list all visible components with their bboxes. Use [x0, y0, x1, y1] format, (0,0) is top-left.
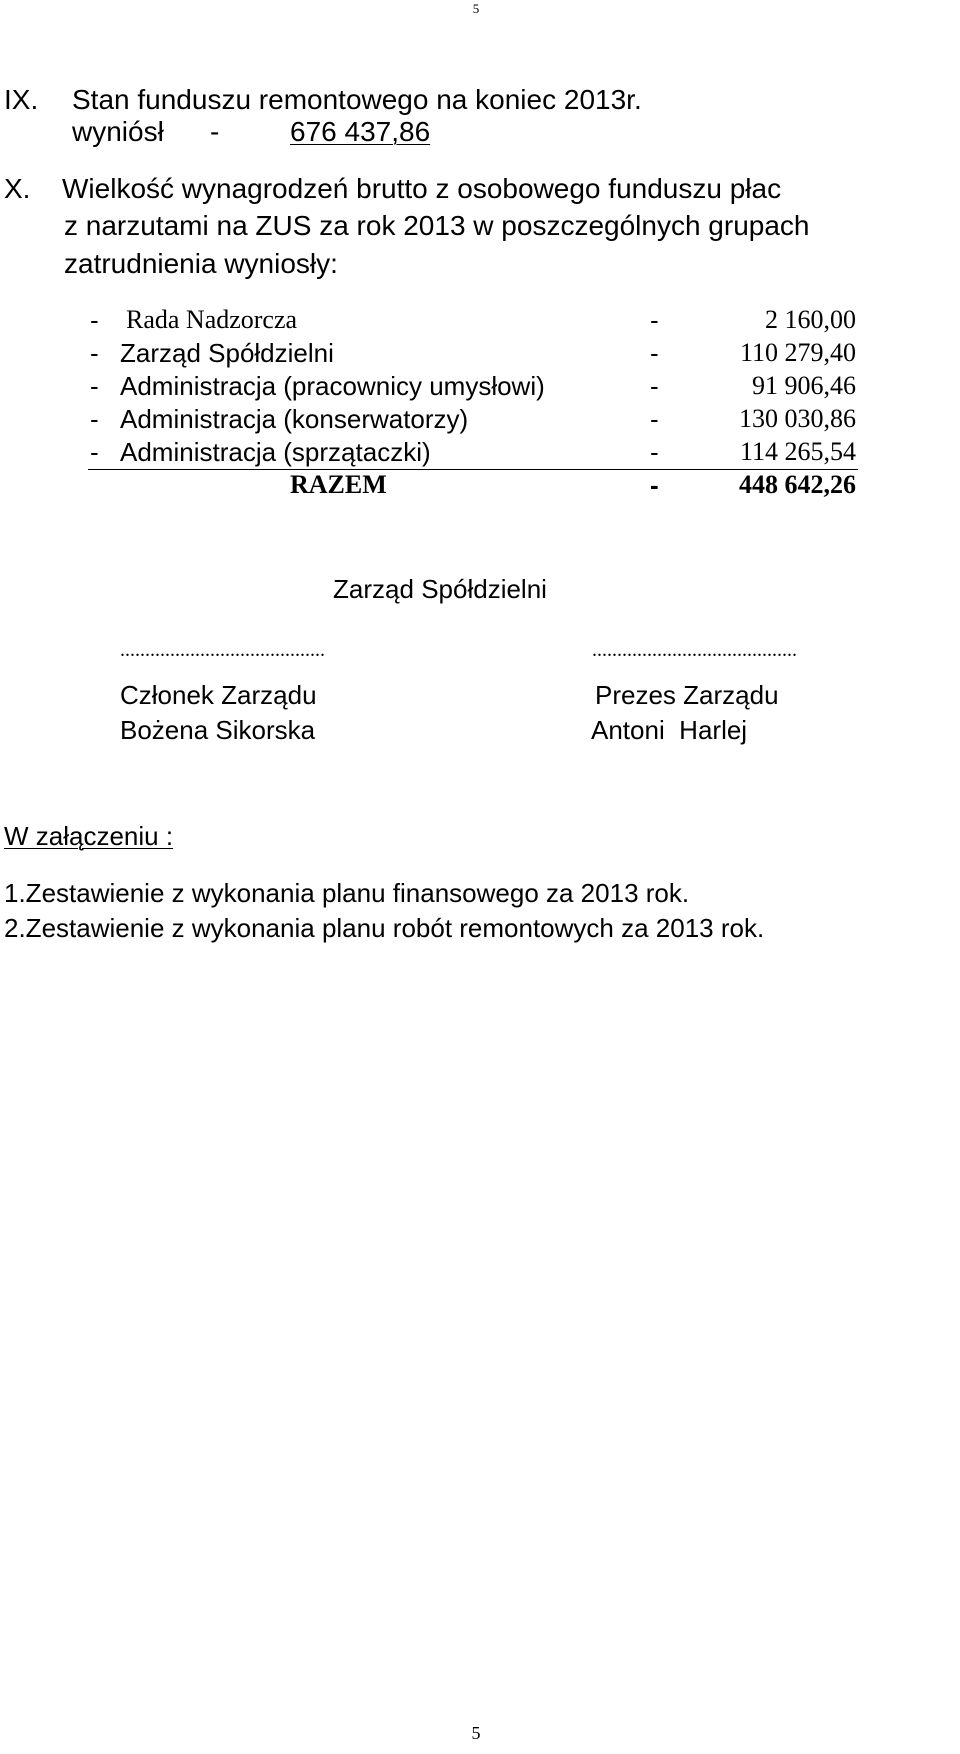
- section-ix-dash: -: [210, 116, 220, 147]
- row-label: Administracja (konserwatorzy): [120, 404, 469, 434]
- row-dash: -: [90, 305, 99, 335]
- total-value: 448 642,26: [739, 470, 856, 499]
- row-separator: -: [650, 371, 659, 401]
- attachments-heading: W załączeniu :: [4, 821, 174, 851]
- row-separator: -: [650, 404, 659, 434]
- total-separator: -: [650, 470, 659, 500]
- section-ix-label: wyniósł: [72, 116, 164, 147]
- section-x-line-2: z narzutami na ZUS za rok 2013 w poszczególnych grupach: [64, 210, 810, 241]
- row-separator: -: [650, 338, 659, 368]
- row-dash: -: [90, 338, 99, 368]
- total-label: RAZEM: [290, 470, 387, 499]
- row-label: Zarząd Spółdzielni: [120, 338, 334, 368]
- row-value: 130 030,86: [739, 404, 856, 433]
- section-ix-title: Stan funduszu remontowego na koniec 2013r.: [72, 84, 642, 115]
- signature-left-role: Członek Zarządu: [120, 680, 317, 710]
- section-x-line-3: zatrudnienia wyniosły:: [64, 248, 338, 279]
- row-dash: -: [90, 404, 99, 434]
- row-label: Administracja (pracownicy umysłowi): [120, 371, 545, 401]
- signatures-heading: Zarząd Spółdzielni: [333, 574, 547, 604]
- row-dash: -: [90, 371, 99, 401]
- signature-right-name: Antoni Harlej: [591, 715, 748, 745]
- section-x-line-1: Wielkość wynagrodzeń brutto z osobowego funduszu płac: [62, 173, 782, 204]
- page-number-bottom: 5: [471, 1723, 481, 1743]
- attachment-item: 2.Zestawienie z wykonania planu robót remontowych za 2013 rok.: [4, 913, 765, 943]
- row-value: 2 160,00: [765, 305, 856, 334]
- row-separator: -: [650, 305, 659, 335]
- row-label: Rada Nadzorcza: [126, 305, 298, 334]
- row-value: 110 279,40: [739, 338, 856, 367]
- signature-left-name: Bożena Sikorska: [120, 715, 316, 745]
- signature-line-left: .........................................: [120, 639, 325, 661]
- row-value: 91 906,46: [752, 371, 856, 400]
- signature-line-right: .........................................: [592, 639, 797, 661]
- row-dash: -: [90, 437, 99, 467]
- row-value: 114 265,54: [739, 437, 856, 466]
- row-label: Administracja (sprzątaczki): [120, 437, 431, 467]
- section-x-marker: X.: [4, 173, 31, 204]
- row-separator: -: [650, 437, 659, 467]
- section-ix-marker: IX.: [4, 84, 39, 115]
- attachment-item: 1.Zestawienie z wykonania planu finansowego za 2013 rok.: [4, 878, 690, 908]
- fund-amount: 676 437,86: [290, 116, 431, 147]
- page-number-top: 5: [472, 1, 480, 16]
- signature-right-role: Prezes Zarządu: [595, 680, 779, 710]
